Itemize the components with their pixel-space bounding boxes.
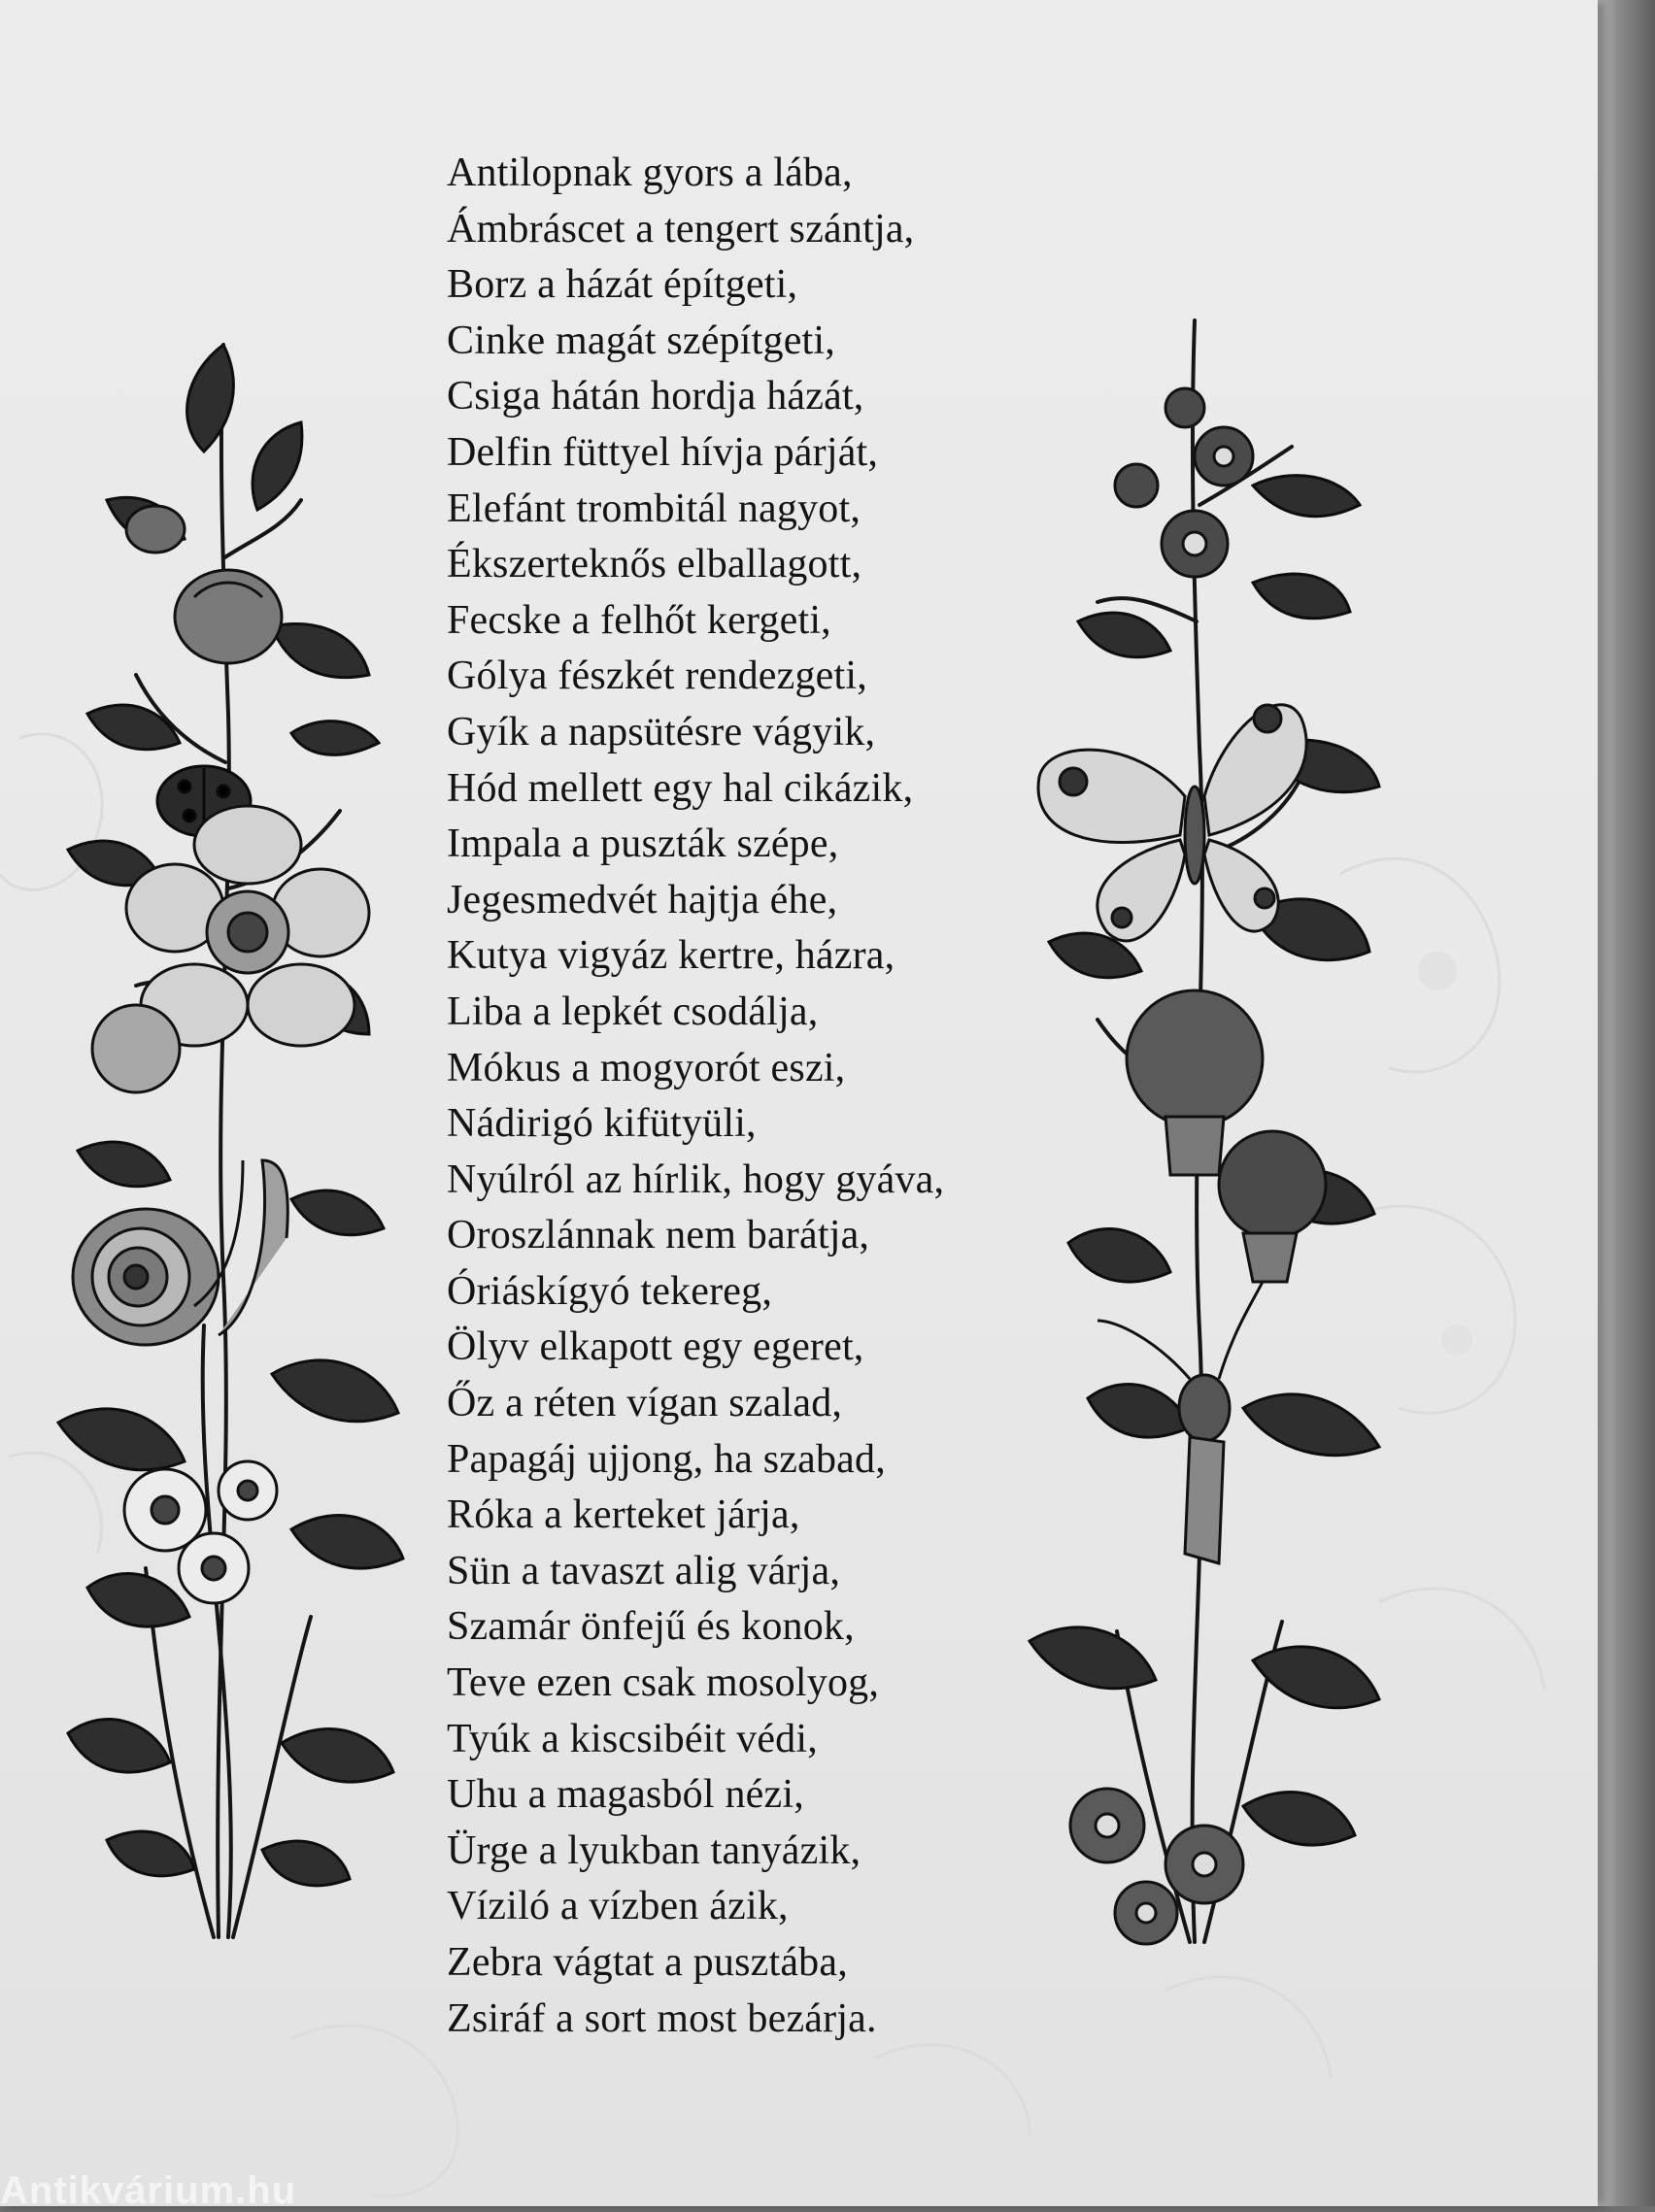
poem-line: Cinke magát szépítgeti, bbox=[447, 318, 835, 363]
poem-line: Víziló a vízben ázik, bbox=[447, 1884, 789, 1929]
poem-line: Zebra vágtat a pusztába, bbox=[447, 1940, 848, 1985]
poem-line: Kutya vigyáz kertre, házra, bbox=[447, 933, 895, 979]
poem-line: Hód mellett egy hal cikázik, bbox=[447, 765, 914, 811]
poem-line: Ölyv elkapott egy egeret, bbox=[447, 1324, 864, 1370]
flowers-ladybug-snail-illustration bbox=[49, 306, 437, 1947]
poem-line: Nádirigó kifütyüli, bbox=[447, 1101, 757, 1147]
poem-line: Jegesmedvét hajtja éhe, bbox=[447, 877, 838, 922]
watermark-text: Antikvárium.hu bbox=[0, 2169, 297, 2212]
poem-line: Róka a kerteket járja, bbox=[447, 1492, 800, 1538]
poem-line: Ürge a lyukban tanyázik, bbox=[447, 1827, 861, 1873]
poem-line: Oroszlánnak nem barátja, bbox=[447, 1213, 870, 1258]
poem-line: Csiga hátán hordja házát, bbox=[447, 374, 864, 419]
poem-line: Antilopnak gyors a lába, bbox=[447, 151, 853, 195]
poem-line: Gyík a napsütésre vágyik, bbox=[447, 709, 876, 754]
poem-line: Teve ezen csak mosolyog, bbox=[447, 1660, 880, 1706]
poem-line: Mókus a mogyorót eszi, bbox=[447, 1045, 846, 1090]
poem-line: Impala a puszták szépe, bbox=[447, 821, 839, 867]
poem-line: Borz a házát építgeti, bbox=[447, 262, 798, 308]
poem-line: Ékszerteknős elballagott, bbox=[447, 542, 862, 587]
poem-line: Óriáskígyó tekereg, bbox=[447, 1268, 773, 1314]
poem-line: Zsiráf a sort most bezárja. bbox=[447, 1995, 877, 2041]
poem-line: Sün a tavaszt alig várja, bbox=[447, 1548, 841, 1593]
poem-line: Nyúlról az hírlik, hogy gyáva, bbox=[447, 1156, 945, 1202]
poem-line: Ámbráscet a tengert szántja, bbox=[447, 206, 915, 251]
poem-line: Uhu a magasból nézi, bbox=[447, 1772, 804, 1818]
poem-line: Fecske a felhőt kergeti, bbox=[447, 597, 831, 643]
butterfly-thistle-cricket-illustration bbox=[1010, 311, 1408, 1952]
poem-line: Papagáj ujjong, ha szabad, bbox=[447, 1436, 886, 1482]
poem-line: Tyúk a kiscsibéit védi, bbox=[447, 1716, 818, 1761]
poem-line: Szamár önfejű és konok, bbox=[447, 1604, 855, 1650]
page-edge bbox=[1598, 0, 1655, 2206]
poem-line: Liba a lepkét csodálja, bbox=[447, 989, 819, 1034]
poem-line: Delfin füttyel hívja párját, bbox=[447, 429, 879, 475]
poem-text bbox=[447, 146, 1068, 2047]
poem-line: Elefánt trombitál nagyot, bbox=[447, 486, 861, 531]
poem-line: Őz a réten vígan szalad, bbox=[447, 1381, 843, 1426]
poem-line: Gólya fészkét rendezgeti, bbox=[447, 654, 867, 699]
